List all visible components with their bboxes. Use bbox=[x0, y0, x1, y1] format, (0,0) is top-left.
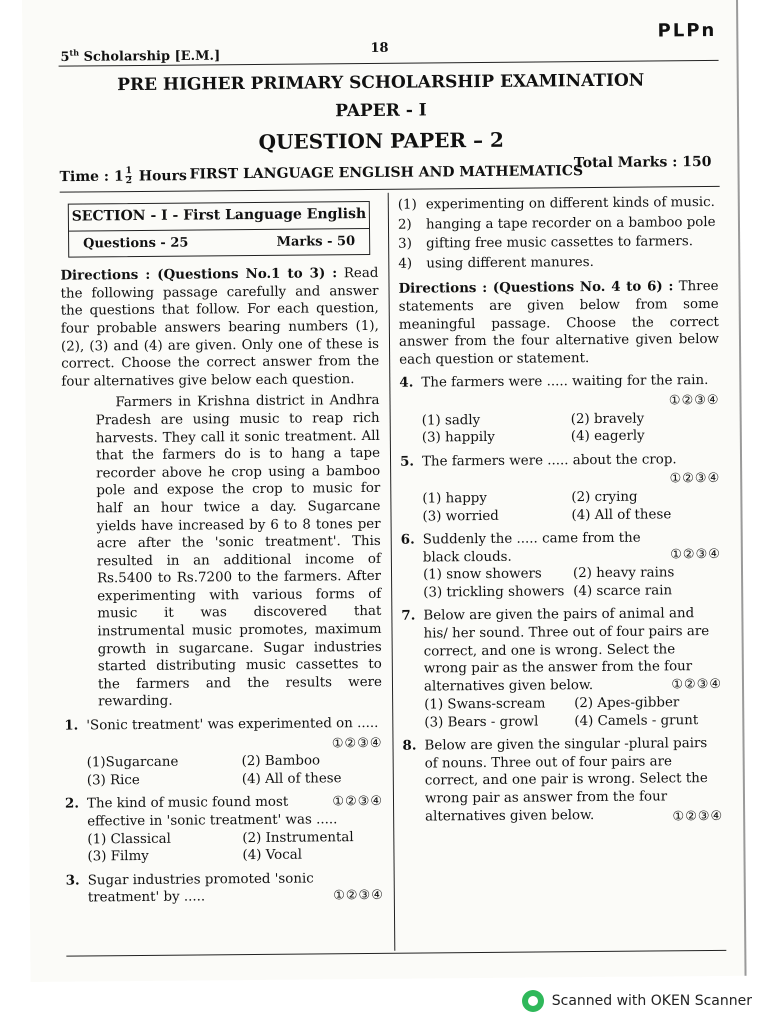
time-label: Time : 1 bbox=[59, 168, 124, 186]
directions-2-text: Three statements are given below from some meaningful passage. Choose the correct answer from the four alternative given below each question or statement. bbox=[398, 279, 720, 368]
question-text: Below are given the pairs of animal and his/ her sound. Three out of four pairs are correct, and one is wrong. Select the wrong pair as the answer from the four alternatives given below. bbox=[423, 606, 710, 695]
scanner-logo-icon bbox=[522, 990, 544, 1012]
option: (1) Swans-scream bbox=[424, 696, 546, 713]
question-4 bbox=[399, 372, 719, 392]
time-fraction: $\frac{1}{2}$ bbox=[125, 166, 133, 187]
question-text: The farmers were ..... about the crop. bbox=[421, 452, 677, 470]
option: (3) Rice bbox=[86, 772, 140, 789]
directions-2 bbox=[398, 278, 719, 369]
paper-title: PAPER - I bbox=[335, 100, 427, 122]
question-3-option: 3) gifting free music cassettes to farmers. bbox=[398, 234, 693, 252]
option: (4) Camels - grunt bbox=[574, 712, 699, 729]
question-text: 'Sonic treatment' was experimented on ..... bbox=[86, 715, 379, 734]
option: (1) happy bbox=[422, 490, 487, 507]
question-4-options bbox=[422, 409, 720, 447]
directions-1-text: Read the following passage carefully and answer the questions that follow. For each question, four probable answers bearing numbers (1), (2), (3) and (4) are given. Only one of these is correct. Choose the correct answer from the four alternatives give below each question. bbox=[60, 266, 380, 390]
question-1 bbox=[64, 715, 382, 735]
option: (3) trickling showers bbox=[423, 584, 565, 601]
section-meta bbox=[69, 229, 369, 257]
answer-bubbles: ①②③④ bbox=[672, 809, 724, 825]
question-1-options bbox=[87, 752, 383, 790]
option: (1) Classical bbox=[87, 831, 171, 848]
question-5-options bbox=[422, 488, 720, 526]
option: (3) happily bbox=[421, 430, 496, 446]
time-unit: Hours bbox=[138, 168, 187, 185]
answer-bubbles: ①②③④ bbox=[331, 735, 383, 751]
question-number: 5. bbox=[399, 453, 415, 470]
directions-1-label: Directions : (Questions No.1 to 3) : bbox=[60, 265, 338, 284]
question-text: The kind of music found most effective in 'sonic treatment' was ..... bbox=[86, 795, 338, 830]
option: (4) All of these bbox=[241, 771, 342, 787]
option: (1)Sugarcane bbox=[86, 754, 179, 771]
question-text: Suddenly the ..... came from the black clouds. bbox=[422, 530, 641, 566]
question-number: 3. bbox=[65, 872, 80, 889]
scanner-watermark bbox=[522, 990, 752, 1012]
answer-bubbles: ①②③④ bbox=[668, 392, 720, 409]
bottom-rule bbox=[66, 950, 726, 957]
scanner-text: Scanned with OKEN Scanner bbox=[551, 993, 752, 1009]
section-questions: Questions - 25 bbox=[83, 235, 189, 252]
question-paper-title: QUESTION PAPER – 2 bbox=[258, 127, 504, 154]
question-2 bbox=[65, 793, 383, 831]
option: (2) Instrumental bbox=[242, 829, 354, 846]
directions-2-label: Directions : (Questions No. 4 to 6) : bbox=[398, 278, 674, 298]
time-info bbox=[59, 167, 186, 187]
option: (3) Bears - growl bbox=[424, 714, 539, 731]
section-marks: Marks - 50 bbox=[276, 233, 356, 250]
option: (2) heavy rains bbox=[572, 565, 675, 582]
question-text: Sugar industries promoted 'sonic treatment' by ..... bbox=[87, 871, 314, 906]
answer-bubbles: ①②③④ bbox=[332, 794, 384, 810]
option: (4) eagerly bbox=[570, 428, 645, 445]
subject-title: FIRST LANGUAGE ENGLISH AND MATHEMATICS bbox=[189, 163, 584, 183]
option: (4) All of these bbox=[571, 506, 672, 523]
column-divider bbox=[388, 193, 396, 951]
exam-title: PRE HIGHER PRIMARY SCHOLARSHIP EXAMINATION bbox=[117, 70, 645, 96]
question-2-options bbox=[87, 828, 383, 866]
answer-bubbles: ①②③④ bbox=[671, 677, 723, 693]
option: (3) Filmy bbox=[87, 849, 149, 865]
question-3-option: 2) hanging a tape recorder on a bamboo pole bbox=[397, 214, 716, 233]
question-number: 7. bbox=[401, 608, 416, 625]
total-marks: Total Marks : 150 bbox=[573, 153, 712, 172]
section-title: SECTION - I - First Language English bbox=[69, 202, 369, 231]
question-7-options bbox=[424, 694, 722, 732]
option: (2) Apes-gibber bbox=[574, 695, 680, 712]
header-code: PLPn bbox=[657, 19, 717, 42]
passage: Farmers in Krishna district in Andhra Pradesh are using music to reap rich harvests. They call it sonic treatment. All that the farmers do is to hang a tape recorder above he crop using a bamboo pole and expose the crop to music for half an hour twice a day. Sugarcane yields have increased by 6 to 8 tones per acre after the 'sonic treatment'. This resulted in an additional income of Rs.5400 to Rs.7200 to the farmers. After experimenting with various forms of music it was discovered that instrumental music promotes, maximum growth in sugarcane. Sugar industries started distributing music cassettes to the farmers and the results were rewarding. bbox=[95, 393, 383, 710]
option: (2) Bamboo bbox=[241, 753, 321, 770]
option: (4) Vocal bbox=[242, 847, 303, 864]
question-3-option: 4) using different manures. bbox=[398, 254, 594, 272]
question-number: 2. bbox=[64, 795, 80, 813]
question-5 bbox=[400, 451, 720, 471]
right-column bbox=[398, 192, 724, 829]
question-6-options bbox=[423, 564, 721, 602]
option: (1) snow showers bbox=[422, 566, 542, 583]
left-column bbox=[60, 195, 384, 908]
option: (1) sadly bbox=[421, 412, 481, 429]
question-text: Below are given the singular -plural pairs of nouns. Three out of four pairs are correct, and one pair is wrong. Select the wrong pair as answer from the four alternatives given below. bbox=[424, 736, 708, 825]
section-box bbox=[68, 201, 370, 258]
question-3-option: (1) experimenting on different kinds of music. bbox=[397, 194, 715, 213]
answer-bubbles: ①②③④ bbox=[333, 887, 384, 904]
question-6 bbox=[401, 529, 721, 567]
question-number: 6. bbox=[400, 531, 415, 548]
question-text: The farmers were ..... waiting for the rain. bbox=[421, 373, 709, 391]
directions-1 bbox=[60, 265, 379, 391]
question-number: 1. bbox=[64, 717, 79, 734]
meta-rule bbox=[60, 186, 720, 193]
option: (2) bravely bbox=[570, 411, 645, 427]
option: (2) crying bbox=[571, 489, 638, 506]
question-3 bbox=[66, 870, 384, 908]
answer-bubbles: ①②③④ bbox=[669, 471, 721, 487]
header-left-label: 5th Scholarship [E.M.] bbox=[60, 47, 221, 65]
option: (3) worried bbox=[422, 508, 499, 525]
page-number: 18 bbox=[370, 40, 389, 56]
option: (4) scarce rain bbox=[573, 583, 673, 600]
scanned-page bbox=[22, 0, 747, 982]
answer-bubbles: ①②③④ bbox=[670, 547, 721, 563]
question-number: 4. bbox=[399, 374, 414, 392]
question-number: 8. bbox=[402, 737, 417, 754]
